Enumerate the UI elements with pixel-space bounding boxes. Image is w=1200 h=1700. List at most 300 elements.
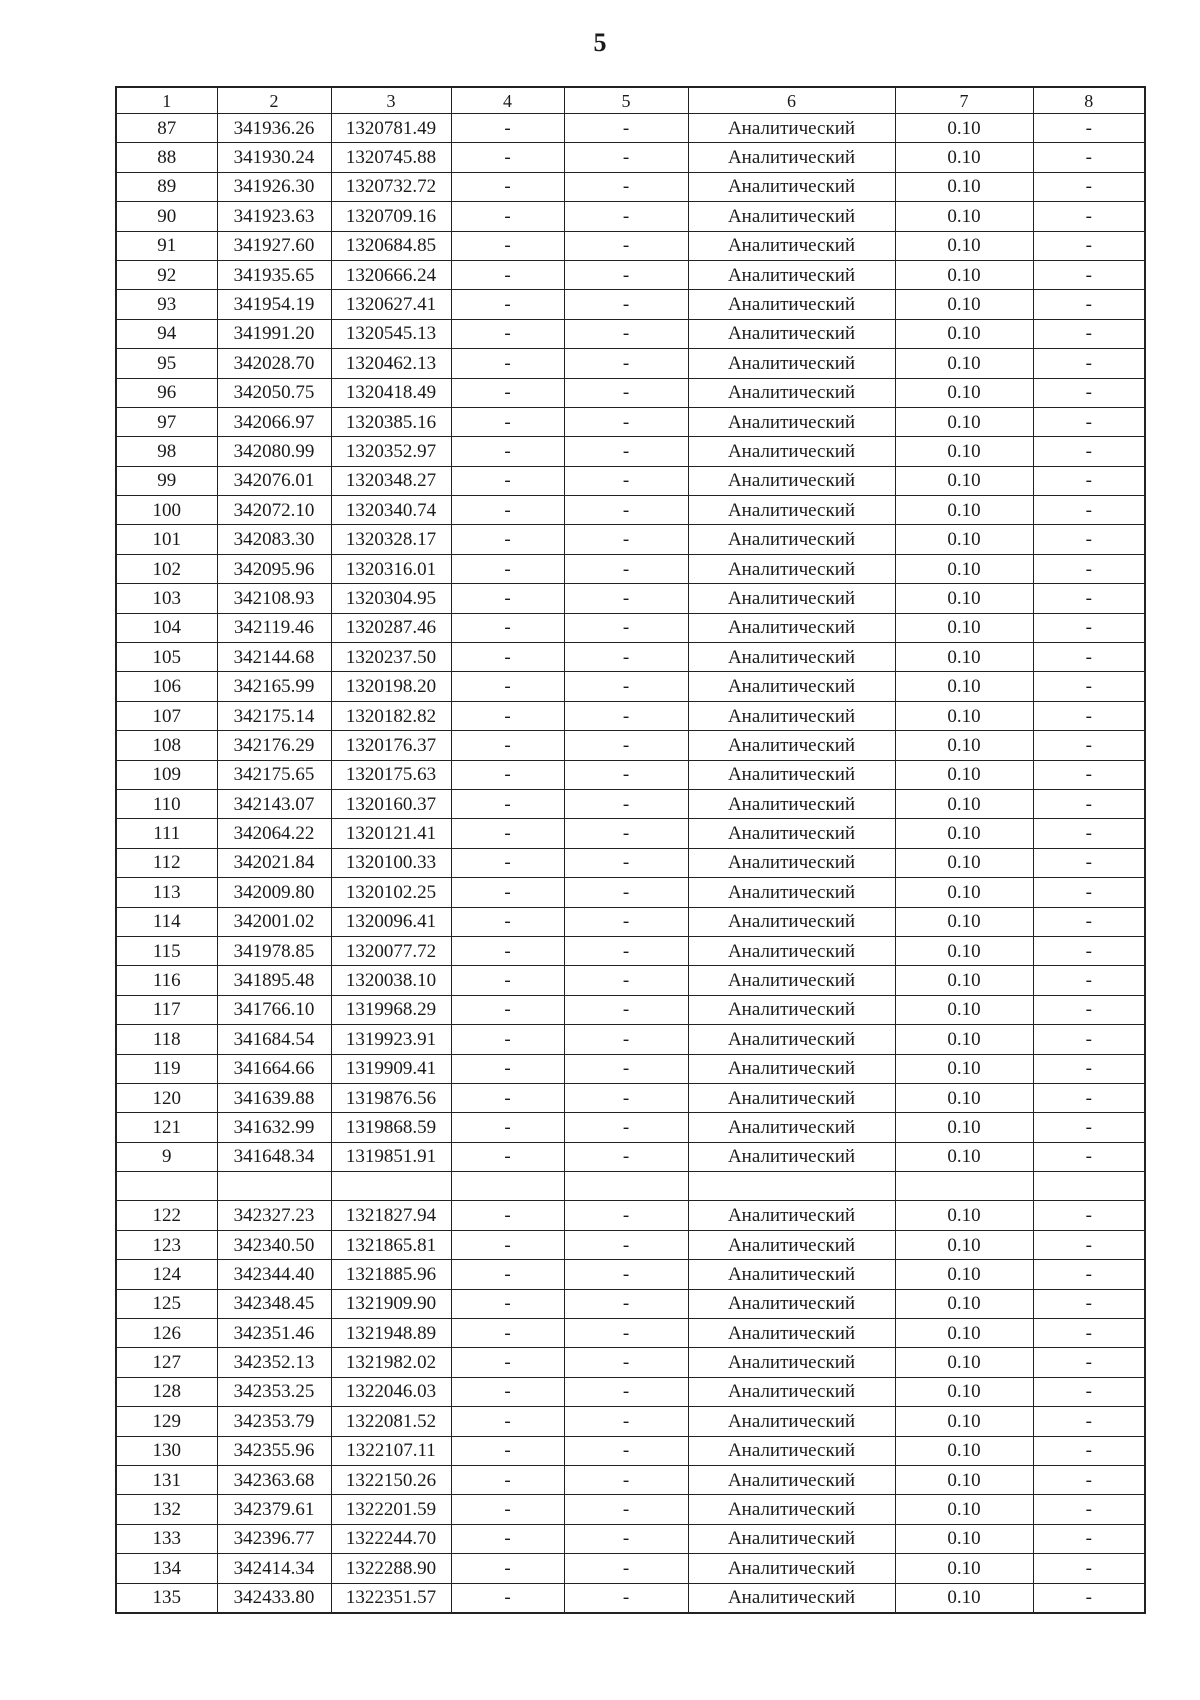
cell-col-4: - [451, 1436, 564, 1465]
cell-point-number: 135 [116, 1583, 217, 1613]
cell-point-number: 134 [116, 1554, 217, 1583]
cell-accuracy: 0.10 [895, 1495, 1033, 1524]
cell-coord-x: 342072.10 [217, 496, 331, 525]
cell-coord-y: 1321827.94 [331, 1201, 451, 1230]
cell-point-number: 131 [116, 1465, 217, 1494]
cell-col-8: - [1033, 260, 1145, 289]
cell-col-4: - [451, 290, 564, 319]
cell-col-8: - [1033, 1465, 1145, 1494]
table-row [116, 1377, 1145, 1406]
cell-coord-x: 342340.50 [217, 1230, 331, 1259]
cell-col-5: - [564, 1201, 688, 1230]
cell-method: Аналитический [688, 701, 895, 730]
column-header: 4 [451, 87, 564, 114]
cell-method: Аналитический [688, 1083, 895, 1112]
cell-col-5: - [564, 407, 688, 436]
cell-method: Аналитический [688, 907, 895, 936]
cell-coord-y: 1320038.10 [331, 966, 451, 995]
cell-point-number: 89 [116, 172, 217, 201]
cell-coord-y: 1320684.85 [331, 231, 451, 260]
coordinates-table [115, 86, 1146, 1614]
cell-method: Аналитический [688, 319, 895, 348]
table-row [116, 143, 1145, 172]
cell-col-4: - [451, 378, 564, 407]
table-row [116, 1436, 1145, 1465]
table-row [116, 466, 1145, 495]
cell-col-5: - [564, 231, 688, 260]
cell-method: Аналитический [688, 1025, 895, 1054]
table-header-row [116, 87, 1145, 114]
cell-coord-x: 342363.68 [217, 1465, 331, 1494]
cell-coord-y: 1319923.91 [331, 1025, 451, 1054]
cell-point-number: 95 [116, 349, 217, 378]
cell-coord-x: 341927.60 [217, 231, 331, 260]
cell-col-4: - [451, 554, 564, 583]
cell-point-number: 133 [116, 1524, 217, 1553]
cell-col-8: - [1033, 1436, 1145, 1465]
cell-coord-x: 341991.20 [217, 319, 331, 348]
cell-accuracy: 0.10 [895, 819, 1033, 848]
cell-col-4: - [451, 1025, 564, 1054]
cell-col-4: - [451, 407, 564, 436]
cell-col-5: - [564, 1142, 688, 1171]
cell-col-5: - [564, 349, 688, 378]
cell-col-5: - [564, 789, 688, 818]
cell-point-number: 98 [116, 437, 217, 466]
cell-col-5: - [564, 643, 688, 672]
cell-accuracy: 0.10 [895, 1230, 1033, 1259]
table-row [116, 584, 1145, 613]
cell-accuracy: 0.10 [895, 936, 1033, 965]
table-row [116, 613, 1145, 642]
cell-col-8: - [1033, 584, 1145, 613]
cell-coord-y: 1321948.89 [331, 1319, 451, 1348]
cell-point-number: 116 [116, 966, 217, 995]
cell-coord-x: 342050.75 [217, 378, 331, 407]
cell-method: Аналитический [688, 1260, 895, 1289]
cell-col-5: - [564, 202, 688, 231]
cell-coord-x: 341926.30 [217, 172, 331, 201]
cell-col-8: - [1033, 1583, 1145, 1613]
cell-col-4: - [451, 1260, 564, 1289]
cell-point-number: 103 [116, 584, 217, 613]
cell-col-4: - [451, 966, 564, 995]
table-row [116, 1554, 1145, 1583]
cell-accuracy [895, 1172, 1033, 1201]
cell-accuracy: 0.10 [895, 1025, 1033, 1054]
table-row [116, 1465, 1145, 1494]
cell-col-4: - [451, 1495, 564, 1524]
table-row [116, 1230, 1145, 1259]
cell-method: Аналитический [688, 584, 895, 613]
cell-method: Аналитический [688, 731, 895, 760]
cell-coord-x: 342064.22 [217, 819, 331, 848]
cell-method: Аналитический [688, 231, 895, 260]
cell-accuracy: 0.10 [895, 995, 1033, 1024]
cell-coord-y: 1320348.27 [331, 466, 451, 495]
cell-accuracy: 0.10 [895, 407, 1033, 436]
cell-coord-y: 1320666.24 [331, 260, 451, 289]
cell-method: Аналитический [688, 848, 895, 877]
cell-accuracy: 0.10 [895, 202, 1033, 231]
cell-point-number: 112 [116, 848, 217, 877]
cell-col-5: - [564, 290, 688, 319]
table-row [116, 643, 1145, 672]
cell-accuracy: 0.10 [895, 1289, 1033, 1318]
cell-accuracy: 0.10 [895, 848, 1033, 877]
cell-accuracy: 0.10 [895, 1377, 1033, 1406]
cell-col-8: - [1033, 995, 1145, 1024]
cell-coord-x: 342028.70 [217, 349, 331, 378]
cell-accuracy: 0.10 [895, 496, 1033, 525]
cell-coord-x: 341895.48 [217, 966, 331, 995]
cell-coord-y: 1320237.50 [331, 643, 451, 672]
table-row [116, 1319, 1145, 1348]
cell-accuracy: 0.10 [895, 731, 1033, 760]
table-row [116, 1025, 1145, 1054]
cell-col-8: - [1033, 672, 1145, 701]
cell-coord-y: 1322081.52 [331, 1407, 451, 1436]
cell-col-5: - [564, 1083, 688, 1112]
cell-accuracy: 0.10 [895, 672, 1033, 701]
cell-accuracy: 0.10 [895, 525, 1033, 554]
table-row [116, 349, 1145, 378]
table-row [116, 789, 1145, 818]
cell-coord-y: 1320709.16 [331, 202, 451, 231]
cell-col-8: - [1033, 202, 1145, 231]
cell-col-5: - [564, 1407, 688, 1436]
cell-method: Аналитический [688, 407, 895, 436]
cell-col-4: - [451, 995, 564, 1024]
cell-col-4: - [451, 701, 564, 730]
cell-col-8: - [1033, 1554, 1145, 1583]
cell-method: Аналитический [688, 1113, 895, 1142]
table-row [116, 437, 1145, 466]
cell-col-8: - [1033, 1319, 1145, 1348]
cell-coord-y: 1322201.59 [331, 1495, 451, 1524]
cell-col-4: - [451, 672, 564, 701]
cell-accuracy: 0.10 [895, 701, 1033, 730]
cell-coord-y: 1320781.49 [331, 114, 451, 143]
cell-accuracy: 0.10 [895, 1465, 1033, 1494]
cell-col-5: - [564, 1465, 688, 1494]
table-row [116, 1348, 1145, 1377]
cell-col-8: - [1033, 525, 1145, 554]
cell-point-number: 114 [116, 907, 217, 936]
table-row [116, 378, 1145, 407]
cell-accuracy: 0.10 [895, 1201, 1033, 1230]
cell-method: Аналитический [688, 349, 895, 378]
cell-point-number: 122 [116, 1201, 217, 1230]
cell-col-8: - [1033, 496, 1145, 525]
cell-col-4: - [451, 1407, 564, 1436]
cell-point-number: 125 [116, 1289, 217, 1318]
cell-coord-y: 1319909.41 [331, 1054, 451, 1083]
cell-method [688, 1172, 895, 1201]
cell-accuracy: 0.10 [895, 290, 1033, 319]
cell-coord-x: 342355.96 [217, 1436, 331, 1465]
cell-point-number: 106 [116, 672, 217, 701]
cell-coord-y: 1319968.29 [331, 995, 451, 1024]
cell-coord-x: 341936.26 [217, 114, 331, 143]
cell-accuracy: 0.10 [895, 1319, 1033, 1348]
cell-coord-x: 342165.99 [217, 672, 331, 701]
cell-coord-x: 342433.80 [217, 1583, 331, 1613]
cell-coord-y: 1322150.26 [331, 1465, 451, 1494]
cell-method: Аналитический [688, 1348, 895, 1377]
cell-col-4: - [451, 114, 564, 143]
table-row [116, 1113, 1145, 1142]
cell-col-8: - [1033, 1289, 1145, 1318]
cell-accuracy: 0.10 [895, 1583, 1033, 1613]
cell-coord-x: 342351.46 [217, 1319, 331, 1348]
cell-method: Аналитический [688, 143, 895, 172]
cell-accuracy: 0.10 [895, 1113, 1033, 1142]
cell-point-number: 117 [116, 995, 217, 1024]
cell-col-4: - [451, 848, 564, 877]
table-row [116, 672, 1145, 701]
cell-accuracy: 0.10 [895, 319, 1033, 348]
cell-coord-y: 1320287.46 [331, 613, 451, 642]
cell-coord-x: 342021.84 [217, 848, 331, 877]
cell-coord-y: 1320462.13 [331, 349, 451, 378]
cell-method: Аналитический [688, 378, 895, 407]
cell-accuracy: 0.10 [895, 584, 1033, 613]
cell-coord-x: 342080.99 [217, 437, 331, 466]
cell-point-number: 87 [116, 114, 217, 143]
cell-col-8: - [1033, 437, 1145, 466]
cell-method: Аналитический [688, 1524, 895, 1553]
cell-col-4: - [451, 613, 564, 642]
table-row [116, 878, 1145, 907]
cell-accuracy: 0.10 [895, 231, 1033, 260]
cell-accuracy: 0.10 [895, 1524, 1033, 1553]
cell-col-5: - [564, 995, 688, 1024]
cell-col-4: - [451, 349, 564, 378]
cell-col-4: - [451, 789, 564, 818]
cell-point-number: 88 [116, 143, 217, 172]
table-row [116, 407, 1145, 436]
cell-point-number: 113 [116, 878, 217, 907]
cell-coord-y: 1320198.20 [331, 672, 451, 701]
cell-point-number: 97 [116, 407, 217, 436]
cell-coord-y: 1320102.25 [331, 878, 451, 907]
cell-coord-y: 1322046.03 [331, 1377, 451, 1406]
column-header: 6 [688, 87, 895, 114]
cell-coord-x: 342076.01 [217, 466, 331, 495]
cell-col-4: - [451, 1083, 564, 1112]
cell-point-number: 93 [116, 290, 217, 319]
cell-point-number: 110 [116, 789, 217, 818]
cell-accuracy: 0.10 [895, 172, 1033, 201]
cell-accuracy: 0.10 [895, 143, 1033, 172]
cell-col-8 [1033, 1172, 1145, 1201]
cell-col-5: - [564, 1554, 688, 1583]
cell-col-8: - [1033, 789, 1145, 818]
cell-col-8: - [1033, 1348, 1145, 1377]
cell-coord-x: 342175.14 [217, 701, 331, 730]
cell-coord-x: 342414.34 [217, 1554, 331, 1583]
cell-point-number: 126 [116, 1319, 217, 1348]
cell-coord-y: 1322107.11 [331, 1436, 451, 1465]
cell-accuracy: 0.10 [895, 114, 1033, 143]
table-row [116, 231, 1145, 260]
cell-col-5: - [564, 1583, 688, 1613]
cell-accuracy: 0.10 [895, 1554, 1033, 1583]
cell-col-5: - [564, 554, 688, 583]
cell-col-8: - [1033, 613, 1145, 642]
column-header: 3 [331, 87, 451, 114]
cell-col-4: - [451, 1554, 564, 1583]
table-row [116, 202, 1145, 231]
cell-method: Аналитический [688, 525, 895, 554]
cell-coord-y: 1319868.59 [331, 1113, 451, 1142]
column-header: 8 [1033, 87, 1145, 114]
cell-col-4: - [451, 907, 564, 936]
cell-col-5: - [564, 1025, 688, 1054]
cell-col-4: - [451, 260, 564, 289]
cell-coord-x: 342396.77 [217, 1524, 331, 1553]
cell-col-5: - [564, 260, 688, 289]
table-row [116, 1289, 1145, 1318]
cell-coord-x: 342175.65 [217, 760, 331, 789]
cell-method: Аналитический [688, 1407, 895, 1436]
cell-coord-y: 1320328.17 [331, 525, 451, 554]
cell-method: Аналитический [688, 1465, 895, 1494]
cell-col-8: - [1033, 1407, 1145, 1436]
cell-method: Аналитический [688, 554, 895, 583]
cell-coord-x: 342352.13 [217, 1348, 331, 1377]
cell-accuracy: 0.10 [895, 878, 1033, 907]
cell-point-number: 120 [116, 1083, 217, 1112]
cell-col-5: - [564, 496, 688, 525]
cell-coord-y: 1321885.96 [331, 1260, 451, 1289]
cell-coord-y: 1320096.41 [331, 907, 451, 936]
cell-point-number: 101 [116, 525, 217, 554]
cell-coord-x: 341664.66 [217, 1054, 331, 1083]
cell-point-number: 129 [116, 1407, 217, 1436]
cell-coord-y: 1320352.97 [331, 437, 451, 466]
cell-col-5: - [564, 466, 688, 495]
cell-col-5: - [564, 731, 688, 760]
cell-accuracy: 0.10 [895, 437, 1033, 466]
table-row [116, 701, 1145, 730]
cell-method: Аналитический [688, 466, 895, 495]
cell-coord-x: 342009.80 [217, 878, 331, 907]
cell-coord-y: 1319851.91 [331, 1142, 451, 1171]
table-body [116, 87, 1145, 1613]
column-header: 1 [116, 87, 217, 114]
cell-coord-y: 1320545.13 [331, 319, 451, 348]
table-row [116, 554, 1145, 583]
table-row [116, 731, 1145, 760]
cell-col-4: - [451, 819, 564, 848]
cell-col-8: - [1033, 848, 1145, 877]
cell-col-8: - [1033, 701, 1145, 730]
cell-point-number: 105 [116, 643, 217, 672]
cell-col-4: - [451, 525, 564, 554]
cell-col-4: - [451, 466, 564, 495]
cell-accuracy: 0.10 [895, 260, 1033, 289]
cell-col-8: - [1033, 466, 1145, 495]
cell-col-8: - [1033, 114, 1145, 143]
cell-col-8: - [1033, 1054, 1145, 1083]
table-row [116, 290, 1145, 319]
cell-accuracy: 0.10 [895, 466, 1033, 495]
cell-method: Аналитический [688, 966, 895, 995]
table-row [116, 114, 1145, 143]
cell-col-4: - [451, 143, 564, 172]
table-row [116, 319, 1145, 348]
table-row [116, 525, 1145, 554]
cell-point-number [116, 1172, 217, 1201]
cell-coord-y: 1322351.57 [331, 1583, 451, 1613]
cell-col-5: - [564, 525, 688, 554]
cell-col-8: - [1033, 1201, 1145, 1230]
cell-col-5: - [564, 878, 688, 907]
cell-col-4: - [451, 731, 564, 760]
table-row [116, 819, 1145, 848]
cell-point-number: 119 [116, 1054, 217, 1083]
cell-col-8: - [1033, 1377, 1145, 1406]
cell-method: Аналитический [688, 995, 895, 1024]
cell-accuracy: 0.10 [895, 613, 1033, 642]
cell-col-5: - [564, 907, 688, 936]
table-row [116, 172, 1145, 201]
cell-accuracy: 0.10 [895, 1083, 1033, 1112]
table-row [116, 260, 1145, 289]
cell-col-4: - [451, 1289, 564, 1318]
cell-accuracy: 0.10 [895, 1436, 1033, 1465]
cell-col-8: - [1033, 760, 1145, 789]
cell-col-5: - [564, 584, 688, 613]
cell-coord-x: 342119.46 [217, 613, 331, 642]
cell-col-5: - [564, 1348, 688, 1377]
cell-col-4: - [451, 319, 564, 348]
cell-col-5: - [564, 1054, 688, 1083]
cell-col-5: - [564, 1524, 688, 1553]
cell-accuracy: 0.10 [895, 1407, 1033, 1436]
cell-method: Аналитический [688, 202, 895, 231]
cell-accuracy: 0.10 [895, 1054, 1033, 1083]
cell-coord-x: 342143.07 [217, 789, 331, 818]
cell-col-4: - [451, 936, 564, 965]
cell-method: Аналитический [688, 1230, 895, 1259]
cell-point-number: 9 [116, 1142, 217, 1171]
cell-col-8: - [1033, 1230, 1145, 1259]
cell-col-5: - [564, 1319, 688, 1348]
cell-method: Аналитический [688, 760, 895, 789]
table-row [116, 760, 1145, 789]
cell-point-number: 109 [116, 760, 217, 789]
cell-point-number: 118 [116, 1025, 217, 1054]
cell-coord-y: 1321909.90 [331, 1289, 451, 1318]
table-row [116, 907, 1145, 936]
table-row [116, 1172, 1145, 1201]
table-row [116, 966, 1145, 995]
cell-accuracy: 0.10 [895, 1348, 1033, 1377]
cell-method: Аналитический [688, 643, 895, 672]
cell-col-4: - [451, 172, 564, 201]
cell-col-5: - [564, 1113, 688, 1142]
cell-method: Аналитический [688, 1583, 895, 1613]
cell-col-5: - [564, 319, 688, 348]
cell-col-5: - [564, 848, 688, 877]
cell-col-5: - [564, 936, 688, 965]
cell-col-8: - [1033, 731, 1145, 760]
cell-method: Аналитический [688, 1142, 895, 1171]
cell-coord-y: 1320182.82 [331, 701, 451, 730]
